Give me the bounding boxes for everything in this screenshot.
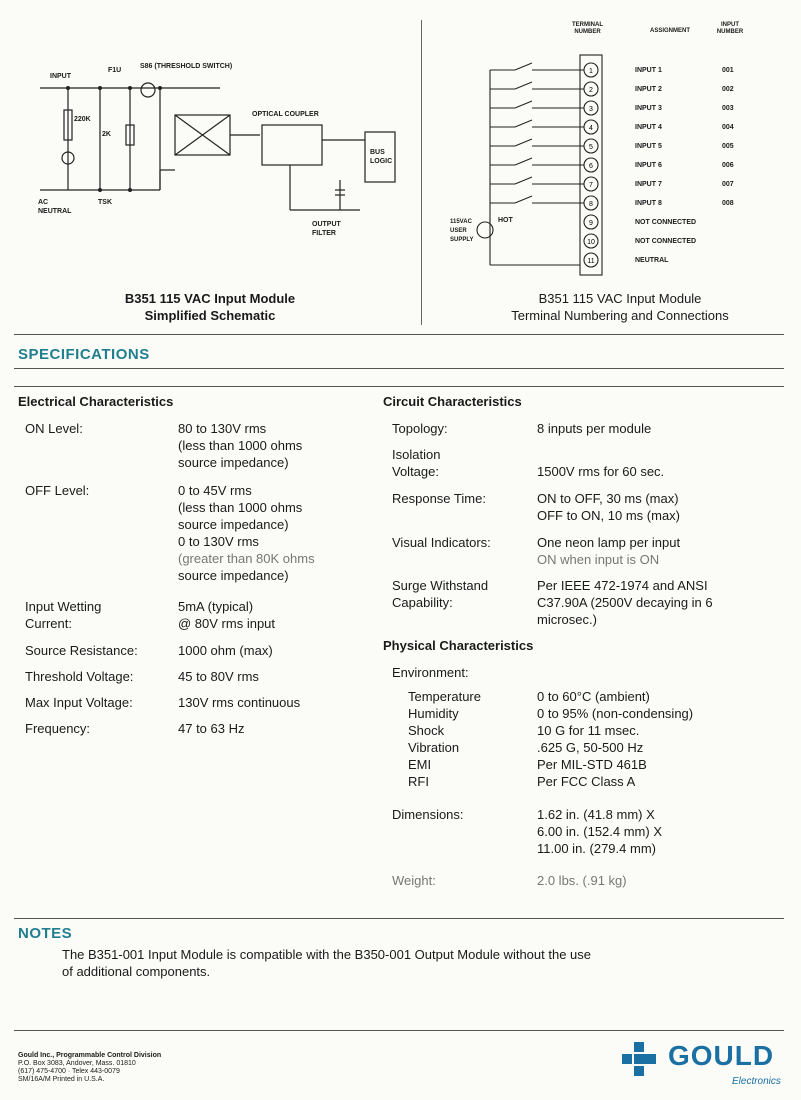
terminal-caption — [440, 290, 800, 324]
notes-title: NOTES — [18, 925, 73, 942]
terminal-caption-line1: B351 115 VAC Input Module — [538, 291, 702, 306]
terminal-assignment: INPUT 4 — [635, 124, 662, 131]
tsk-label: TSK — [98, 199, 112, 206]
terminal-input-number: 007 — [722, 181, 734, 188]
terminal-assignment: NEUTRAL — [635, 257, 669, 264]
spec-value: 5mA (typical) — [178, 599, 254, 614]
terminal-diagram — [440, 20, 780, 280]
terminal-assignment: INPUT 1 — [635, 67, 662, 74]
footer-company: Gould Inc., Programmable Control Division — [18, 1052, 162, 1059]
hot-label: HOT — [498, 217, 513, 224]
env-label: RFI — [408, 774, 429, 789]
spec-value: source impedance) — [178, 517, 289, 532]
spec-value: 47 to 63 Hz — [178, 721, 245, 736]
spec-label: Frequency: — [25, 721, 91, 736]
electrical-heading: Electrical Characteristics — [18, 394, 174, 409]
notes-text — [62, 946, 782, 980]
spec-label: Voltage: — [392, 464, 439, 479]
spec-value: 11.00 in. (279.4 mm) — [537, 841, 656, 856]
diagram-divider — [421, 20, 422, 325]
spec-label: Input Wetting — [25, 599, 102, 614]
footer-address-line: P.O. Box 3083, Andover, Mass. 01810 — [18, 1060, 136, 1067]
terminal-assignment: INPUT 7 — [635, 181, 662, 188]
terminal-assignment: NOT CONNECTED — [635, 238, 697, 245]
terminal-assignment: INPUT 5 — [635, 143, 662, 150]
switch-contact — [515, 101, 532, 108]
terminal-input-number: 005 — [722, 143, 734, 150]
spec-label: Dimensions: — [392, 807, 464, 822]
switch-contact — [515, 82, 532, 89]
logo-subtitle: Electronics — [732, 1076, 781, 1087]
schematic-diagram — [30, 40, 410, 280]
output-filter-label: OUTPUT FILTER — [312, 221, 341, 237]
spec-value: 0 to 130V rms — [178, 534, 259, 549]
spec-label: Capability: — [392, 595, 453, 610]
spec-value: 8 inputs per module — [537, 421, 652, 436]
spec-value: Per IEEE 472-1974 and ANSI — [537, 578, 708, 593]
assignment-header: ASSIGNMENT — [649, 28, 690, 34]
terminal-number: 11 — [587, 258, 595, 265]
rule — [14, 918, 784, 919]
fuse-label: F1U — [108, 67, 122, 74]
switch-label: S86 (THRESHOLD SWITCH) — [140, 63, 233, 70]
supply-label: 115VAC USER SUPPLY — [450, 219, 474, 243]
terminal-number: 1 — [589, 68, 593, 75]
spec-label: Isolation — [392, 447, 441, 462]
env-value: 0 to 95% (non-condensing) — [537, 706, 694, 721]
notes-line: of additional components. — [62, 964, 211, 979]
spec-value: ON to OFF, 30 ms (max) — [537, 491, 679, 506]
switch-contact — [515, 196, 532, 203]
spec-value: (less than 1000 ohms — [178, 438, 303, 453]
terminal-caption-line2: Terminal Numbering and Connections — [511, 308, 729, 323]
terminal-input-number: 008 — [722, 200, 734, 207]
terminal-number: 4 — [589, 125, 593, 132]
switch-contact — [515, 120, 532, 127]
spec-value: 45 to 80V rms — [178, 669, 259, 684]
spec-value: source impedance) — [178, 455, 289, 470]
spec-value: 1500V rms for 60 sec. — [537, 464, 665, 479]
spec-label: ON Level: — [25, 421, 83, 436]
footer-printed: SM/16A/M Printed in U.S.A. — [18, 1076, 105, 1083]
spec-value: source impedance) — [178, 568, 289, 583]
schematic-drawing — [30, 40, 410, 280]
terminal-assignment: INPUT 8 — [635, 200, 662, 207]
spec-value: OFF to ON, 10 ms (max) — [537, 508, 681, 523]
terminal-assignment: INPUT 6 — [635, 162, 662, 169]
terminal-number: 6 — [589, 163, 593, 170]
spec-label: Threshold Voltage: — [25, 669, 134, 684]
terminal-input-number: 001 — [722, 67, 734, 74]
spec-label: Weight: — [392, 873, 436, 888]
switch-contact — [515, 63, 532, 70]
footer-address — [18, 1052, 161, 1084]
terminal-number: 9 — [589, 220, 593, 227]
spec-label: Source Resistance: — [25, 643, 138, 658]
spec-label: Surge Withstand — [392, 578, 489, 593]
env-value: 10 G for 11 msec. — [537, 723, 640, 738]
spec-value: 1.62 in. (41.8 mm) X — [537, 807, 655, 822]
env-value: Per FCC Class A — [537, 774, 636, 789]
rule — [14, 386, 784, 387]
env-label: Temperature — [408, 689, 481, 704]
bus-logic-label: BUS LOGIC — [370, 149, 393, 165]
env-label: Vibration — [408, 740, 460, 755]
spec-value: C37.90A (2500V decaying in 6 — [537, 595, 713, 610]
spec-value: 130V rms continuous — [178, 695, 301, 710]
terminal-number: 2 — [589, 87, 593, 94]
rule — [14, 334, 784, 335]
terminal-assignment: INPUT 2 — [635, 86, 662, 93]
terminal-input-number: 003 — [722, 105, 734, 112]
env-label: Humidity — [408, 706, 459, 721]
spec-label: Current: — [25, 616, 72, 631]
spec-label: Topology: — [392, 421, 448, 436]
spec-value: 1000 ohm (max) — [178, 643, 273, 658]
terminal-number-header: TERMINAL NUMBER — [572, 22, 603, 35]
terminal-input-number: 006 — [722, 162, 734, 169]
spec-label: OFF Level: — [25, 483, 90, 498]
spec-label: Environment: — [392, 665, 469, 680]
specifications-title: SPECIFICATIONS — [18, 346, 150, 363]
terminal-assignment: NOT CONNECTED — [635, 219, 697, 226]
spec-label: Max Input Voltage: — [25, 695, 133, 710]
rule — [14, 368, 784, 369]
terminal-number: 7 — [589, 182, 593, 189]
spec-value: 80 to 130V rms — [178, 421, 267, 436]
rule — [14, 1030, 784, 1031]
schematic-caption-line1: B351 115 VAC Input Module — [124, 291, 296, 306]
switch-contact — [515, 177, 532, 184]
spec-value: ON when input is ON — [537, 552, 660, 567]
spec-value: @ 80V rms input — [178, 616, 276, 631]
spec-value: 6.00 in. (152.4 mm) X — [537, 824, 662, 839]
terminal-input-number: 002 — [722, 86, 734, 93]
circuit-heading: Circuit Characteristics — [383, 394, 522, 409]
gould-logo-icon — [622, 1042, 656, 1076]
logo-wordmark: GOULD — [668, 1040, 775, 1071]
input-label: INPUT — [50, 73, 71, 80]
notes-line: The B351-001 Input Module is compatible with the B350-001 Output Module without the use — [62, 947, 591, 962]
physical-heading: Physical Characteristics — [383, 638, 534, 653]
env-label: Shock — [408, 723, 445, 738]
terminal-input-number: 004 — [722, 124, 734, 131]
spec-value: One neon lamp per input — [537, 535, 681, 550]
coupler-label: OPTICAL COUPLER — [252, 111, 319, 118]
terminal-number: 8 — [589, 201, 593, 208]
env-label: EMI — [408, 757, 432, 772]
resistor-label: 220K — [74, 116, 91, 123]
spec-value: microsec.) — [537, 612, 597, 627]
terminal-number: 3 — [589, 106, 593, 113]
capacitor-label: 2K — [102, 131, 111, 138]
spec-value: 0 to 45V rms — [178, 483, 252, 498]
schematic-caption-line2: Simplified Schematic — [144, 308, 276, 323]
input-number-header: INPUT NUMBER — [716, 22, 744, 35]
spec-value: 2.0 lbs. (.91 kg) — [537, 873, 627, 888]
schematic-caption — [60, 290, 360, 324]
spec-value: (greater than 80K ohms — [178, 551, 315, 566]
env-value: 0 to 60°C (ambient) — [537, 689, 650, 704]
footer-phone: (617) 475-4700 · Telex 443-0079 — [18, 1068, 120, 1075]
terminal-assignment: INPUT 3 — [635, 105, 662, 112]
env-value: .625 G, 50-500 Hz — [537, 740, 644, 755]
switch-contact — [515, 158, 532, 165]
spec-value: (less than 1000 ohms — [178, 500, 303, 515]
env-value: Per MIL-STD 461B — [537, 757, 647, 772]
terminal-number: 10 — [587, 239, 595, 246]
spec-label: Visual Indicators: — [392, 535, 491, 550]
terminal-number: 5 — [589, 144, 593, 151]
spec-label: Response Time: — [392, 491, 486, 506]
switch-contact — [515, 139, 532, 146]
ac-neutral-label: AC NEUTRAL — [38, 199, 72, 215]
